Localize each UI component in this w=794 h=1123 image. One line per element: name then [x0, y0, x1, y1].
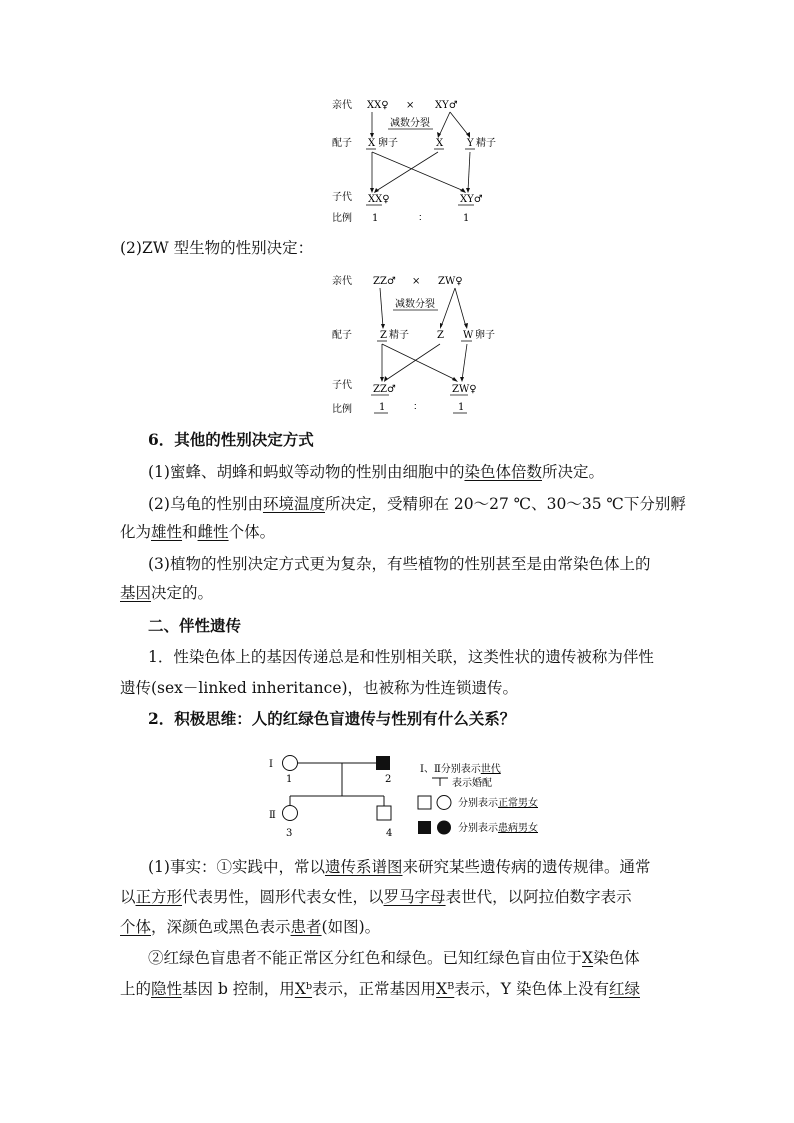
- section2-p1-line2: 遗传(sex－linked inheritance)，也被称为性连锁遗传。: [120, 679, 519, 697]
- egg-label: 卵子: [378, 138, 398, 149]
- legend-affected-male: [418, 821, 431, 834]
- female-normal-3: [283, 806, 298, 821]
- section6-p1: (1)蜜蜂、胡蜂和蚂蚁等动物的性别由细胞中的染色体倍数所决定。: [148, 463, 604, 481]
- n3-label: 3: [286, 828, 293, 839]
- legend-normal-male: [418, 796, 431, 809]
- ratio-colon: ∶: [419, 213, 422, 224]
- section2-p1-line1: 1．性染色体上的基因传递总是和性别相关联，这类性状的遗传被称为伴性: [148, 648, 654, 666]
- section6-p2-line2: 化为雄性和雌性个体。: [120, 523, 276, 541]
- ratio-left: 1: [372, 213, 379, 224]
- offspring-female: ZW♀: [452, 384, 477, 395]
- gamete-w: W: [463, 330, 474, 341]
- legend-affected-female: [437, 821, 451, 835]
- facts-line4: ②红绿色盲患者不能正常区分红色和绿色。已知红绿色盲由位于X染色体: [148, 949, 640, 967]
- legend-normal-female: [437, 796, 451, 810]
- xy-cross-diagram: [320, 94, 520, 226]
- ratio-label: 比例: [332, 404, 352, 415]
- gamete-label: 配子: [332, 138, 352, 149]
- section2-p2: 2．积极思维：人的红绿色盲遗传与性别有什么关系？: [148, 709, 516, 728]
- n1-label: 1: [286, 774, 293, 785]
- section6-p3-line2: 基因决定的。: [120, 584, 214, 602]
- zw-heading: (2)ZW 型生物的性别决定：: [120, 239, 314, 257]
- ratio-colon: ∶: [414, 402, 417, 413]
- legend-affected: 分别表示患病男女: [458, 823, 538, 834]
- female-parent: XX♀: [367, 100, 389, 111]
- male-affected-2: [376, 756, 390, 770]
- gamete-x: X: [436, 138, 444, 149]
- facts-line2: 以正方形代表男性，圆形代表女性，以罗马字母表世代，以阿拉伯数字表示: [120, 888, 632, 906]
- legend-generation: Ⅰ、Ⅱ分别表示世代: [420, 764, 501, 775]
- offspring-female: XX♀: [368, 194, 390, 205]
- section6-p2-line1: (2)乌龟的性别由环境温度所决定，受精卵在 20～27 ℃、30～35 ℃下分别孵: [148, 495, 686, 513]
- egg-label: 卵子: [475, 330, 495, 341]
- parent-label: 亲代: [332, 100, 352, 111]
- ratio-right: 1: [463, 213, 470, 224]
- sperm-label: 精子: [389, 330, 409, 341]
- gen1-label: Ⅰ: [269, 759, 273, 770]
- meiosis-label: 减数分裂: [395, 299, 435, 310]
- meiosis-label: 减数分裂: [390, 118, 430, 129]
- parent-label: 亲代: [332, 276, 352, 287]
- facts-line5: 上的隐性基因 b 控制，用Xᵇ表示，正常基因用Xᴮ表示，Y 染色体上没有红绿: [120, 980, 640, 998]
- section6-p3-line1: (3)植物的性别决定方式更为复杂，有些植物的性别甚至是由常染色体上的: [148, 555, 651, 573]
- gamete-label: 配子: [332, 330, 352, 341]
- female-normal-1: [283, 756, 298, 771]
- sperm-label: 精子: [476, 138, 496, 149]
- male-normal-4: [377, 806, 391, 820]
- legend-normal: 分别表示正常男女: [458, 798, 538, 809]
- section6-title: 6．其他的性别决定方式: [148, 430, 314, 449]
- facts-line1: (1)事实：①实践中，常以遗传系谱图来研究某些遗传病的遗传规律。通常: [148, 858, 651, 876]
- cross-sign: ×: [406, 100, 415, 111]
- ratio-label: 比例: [332, 213, 352, 224]
- ratio-left: 1: [379, 402, 386, 413]
- n4-label: 4: [386, 828, 393, 839]
- offspring-male: XY♂: [460, 194, 483, 205]
- facts-line3: 个体，深颜色或黑色表示患者(如图)。: [120, 918, 381, 936]
- offspring-label: 子代: [332, 380, 352, 391]
- pedigree-chart: [262, 748, 562, 840]
- gamete-egg-x: X: [368, 138, 376, 149]
- gamete-z2: Z: [437, 330, 444, 341]
- ratio-right: 1: [458, 402, 465, 413]
- offspring-label: 子代: [332, 192, 352, 203]
- male-parent: XY♂: [435, 100, 458, 111]
- gamete-y: Y: [467, 138, 474, 149]
- gen2-label: Ⅱ: [269, 810, 276, 821]
- zw-cross-diagram: [320, 272, 520, 418]
- section2-title: 二、伴性遗传: [148, 616, 242, 635]
- female-parent: ZW♀: [438, 276, 463, 287]
- legend-mating: 表示婚配: [452, 778, 492, 789]
- offspring-male: ZZ♂: [373, 384, 396, 395]
- male-parent: ZZ♂: [373, 276, 396, 287]
- cross-sign: ×: [412, 276, 421, 287]
- n2-label: 2: [385, 774, 392, 785]
- gamete-z1: Z: [380, 330, 387, 341]
